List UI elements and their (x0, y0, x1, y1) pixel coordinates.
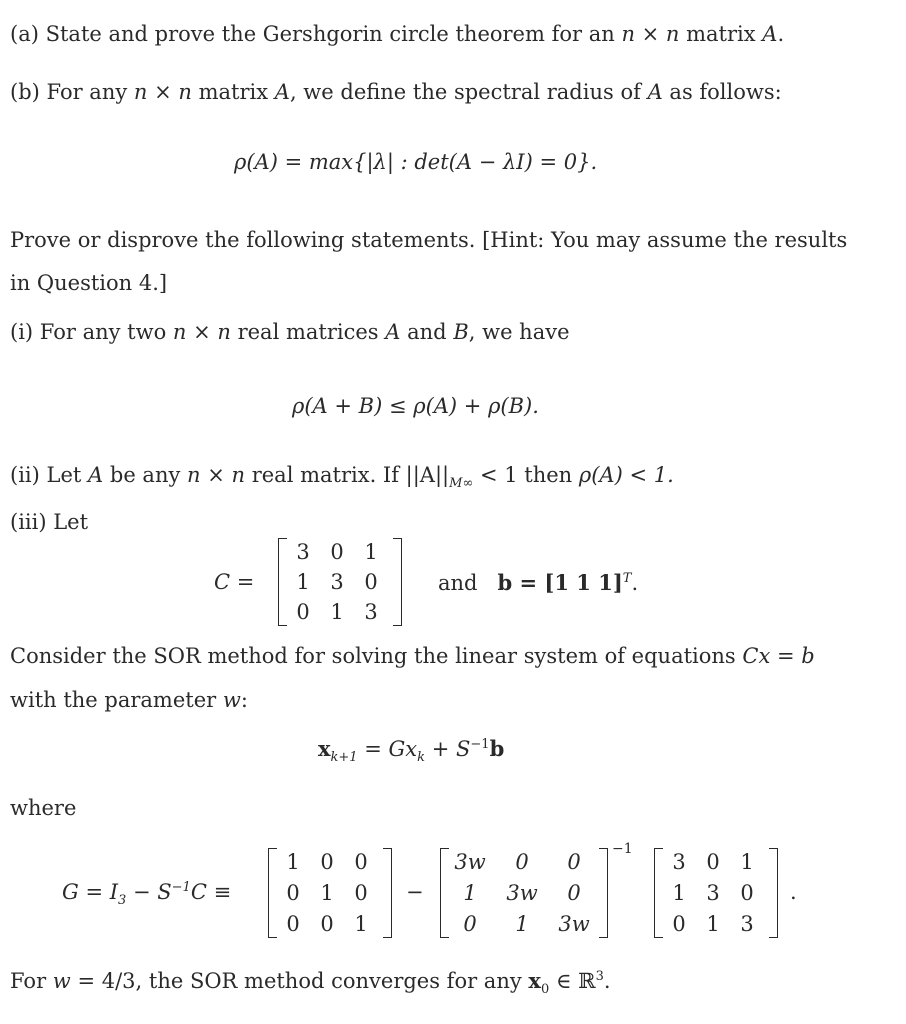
c-matrix-cell: 1 (296, 570, 310, 594)
g-c-matrix-cell: 3 (672, 850, 686, 874)
c-matrix-right-bracket (393, 538, 402, 626)
item-ii-t2: be any (109, 463, 181, 487)
g-def-dot: . (790, 880, 797, 904)
s-matrix-inverse: −1 (612, 841, 633, 857)
s-matrix-cell: 1 (463, 881, 477, 905)
identity-matrix-cell: 0 (320, 850, 334, 874)
c-matrix-cell: 0 (364, 570, 378, 594)
final-sub0: 0 (540, 982, 550, 998)
final-end: . (603, 969, 611, 993)
part-a-var: A (762, 22, 778, 46)
identity-matrix-cell: 0 (320, 912, 334, 936)
part-b-var2: A (647, 80, 663, 104)
g-c-matrix-left-bracket (654, 848, 663, 938)
s-matrix-right-bracket (599, 848, 608, 938)
c-matrix-cell: 3 (330, 570, 344, 594)
s-matrix (440, 848, 608, 940)
item-ii-label: (ii) (10, 463, 40, 487)
item-ii-math: n × n (187, 463, 246, 487)
item-i-a: A (385, 320, 401, 344)
c-matrix-cell: 0 (296, 600, 310, 624)
s-matrix-cell: 0 (567, 850, 581, 874)
c-matrix-cell: 1 (364, 540, 378, 564)
item-i (10, 322, 570, 343)
g-c-matrix (654, 848, 778, 940)
g-mid: − S (126, 880, 172, 904)
item-i-t3: , we have (468, 320, 570, 344)
sor-line-1-text: Consider the SOR method for solving the linear system of equations (10, 644, 736, 668)
sor-iteration (318, 736, 505, 766)
c-matrix-cell: 0 (330, 540, 344, 564)
where-label: where (10, 796, 77, 820)
identity-matrix-cell: 0 (286, 912, 300, 936)
g-c-matrix-cell: 1 (672, 881, 686, 905)
item-i-and: and (407, 320, 447, 344)
prove-line-1: Prove or disprove the following statements. [Hint: You may assume the results (10, 228, 848, 252)
g-c-matrix-cell: 1 (706, 912, 720, 936)
part-a-math: n × n (621, 22, 680, 46)
part-a (10, 24, 784, 45)
identity-right-bracket (383, 848, 392, 938)
iter-mid: = Gx (357, 737, 418, 761)
identity-matrix-cell: 1 (354, 912, 368, 936)
final-t3: ∈ ℝ (549, 969, 596, 993)
s-matrix-cell: 1 (515, 912, 529, 936)
item-iii-label: (iii) (10, 510, 47, 534)
g-c-matrix-cell: 3 (740, 912, 754, 936)
sor-line-2-text: with the parameter (10, 688, 217, 712)
g-c-matrix-cell: 3 (706, 881, 720, 905)
item-ii-t3: real matrix. If ||A|| (251, 463, 450, 487)
identity-matrix-cell: 1 (320, 881, 334, 905)
final-statement (10, 968, 611, 998)
s-matrix-cell: 0 (515, 850, 529, 874)
prove-line-2: in Question 4.] (10, 271, 168, 295)
s-matrix-cell: 3w (454, 850, 486, 874)
identity-matrix-cell: 0 (354, 850, 368, 874)
item-i-t2: real matrices (237, 320, 379, 344)
s-matrix-cell: 0 (463, 912, 477, 936)
g-rest: C ≡ (190, 880, 232, 904)
item-ii-tail: ρ(A) < 1. (578, 463, 674, 487)
sor-w: w (222, 688, 241, 712)
b-vector-and: and (438, 571, 478, 595)
identity-left-bracket (268, 848, 277, 938)
iter-sub: k+1 (330, 750, 358, 766)
part-b-t3: , we define the spectral radius of (289, 80, 641, 104)
item-ii-a: A (88, 463, 104, 487)
c-matrix (278, 538, 402, 628)
g-minus: − (406, 880, 424, 904)
item-i-math: n × n (172, 320, 231, 344)
part-b (10, 82, 782, 103)
item-ii-t1: Let (46, 463, 82, 487)
item-ii-sub: M∞ (449, 476, 474, 492)
b-vector-eq: b = [1 1 1] (497, 570, 623, 595)
item-i-b: B (453, 320, 469, 344)
c-matrix-cell: 3 (296, 540, 310, 564)
final-t2: = 4/3, the SOR method converges for any (70, 969, 522, 993)
iter-sub2: k (417, 750, 426, 766)
identity-matrix-cell: 0 (286, 881, 300, 905)
item-i-label: (i) (10, 320, 34, 344)
iter-sup: −1 (470, 737, 490, 752)
g-lhs: G = I (62, 880, 119, 904)
part-b-var: A (274, 80, 290, 104)
g-c-matrix-cell: 1 (740, 850, 754, 874)
b-vector (438, 572, 638, 594)
iter-x: x (318, 736, 331, 761)
part-b-math: n × n (133, 80, 192, 104)
part-b-t4: as follows: (669, 80, 782, 104)
c-matrix-cell: 3 (364, 600, 378, 624)
part-b-t2: matrix (198, 80, 269, 104)
item-iii (10, 512, 88, 533)
final-w: w (52, 969, 71, 993)
part-a-tail: matrix (686, 22, 756, 46)
g-def-lhs (62, 880, 232, 909)
c-matrix-left-bracket (278, 538, 287, 626)
final-sup3: 3 (595, 969, 604, 984)
final-t1: For (10, 969, 47, 993)
g-c-matrix-cell: 0 (672, 912, 686, 936)
sor-colon: : (240, 688, 248, 712)
iter-b: b (489, 736, 505, 761)
c-matrix-lhs: C = (214, 570, 255, 594)
identity-matrix-cell: 1 (286, 850, 300, 874)
g-c-matrix-right-bracket (769, 848, 778, 938)
item-iii-t1: Let (53, 510, 89, 534)
s-matrix-left-bracket (440, 848, 449, 938)
item-ii (10, 463, 674, 492)
iter-rhs: + S (425, 737, 471, 761)
part-a-label: (a) (10, 22, 39, 46)
g-sup: −1 (171, 880, 191, 895)
spectral-definition: ρ(A) = max{|λ| : det(A − λI) = 0}. (234, 150, 598, 174)
sor-line-1 (10, 646, 815, 667)
identity-matrix (268, 848, 392, 940)
s-matrix-cell: 3w (506, 881, 538, 905)
part-b-t1: For any (46, 80, 128, 104)
sor-eq: Cx = b (742, 644, 815, 668)
g-c-matrix-cell: 0 (706, 850, 720, 874)
b-vector-sup: T (622, 571, 632, 586)
final-x0: x (528, 968, 541, 993)
item-ii-t4: < 1 then (479, 463, 573, 487)
part-a-text: State and prove the Gershgorin circle theorem for an (45, 22, 615, 46)
item-i-formula: ρ(A + B) ≤ ρ(A) + ρ(B). (292, 394, 539, 418)
part-a-end: . (777, 22, 785, 46)
b-vector-end: . (631, 571, 639, 595)
g-sub3: 3 (118, 893, 127, 909)
identity-matrix-cell: 0 (354, 881, 368, 905)
item-i-t1: For any two (39, 320, 167, 344)
c-matrix-cell: 1 (330, 600, 344, 624)
s-matrix-cell: 0 (567, 881, 581, 905)
sor-line-2 (10, 690, 248, 711)
s-matrix-cell: 3w (558, 912, 590, 936)
g-c-matrix-cell: 0 (740, 881, 754, 905)
part-b-label: (b) (10, 80, 40, 104)
